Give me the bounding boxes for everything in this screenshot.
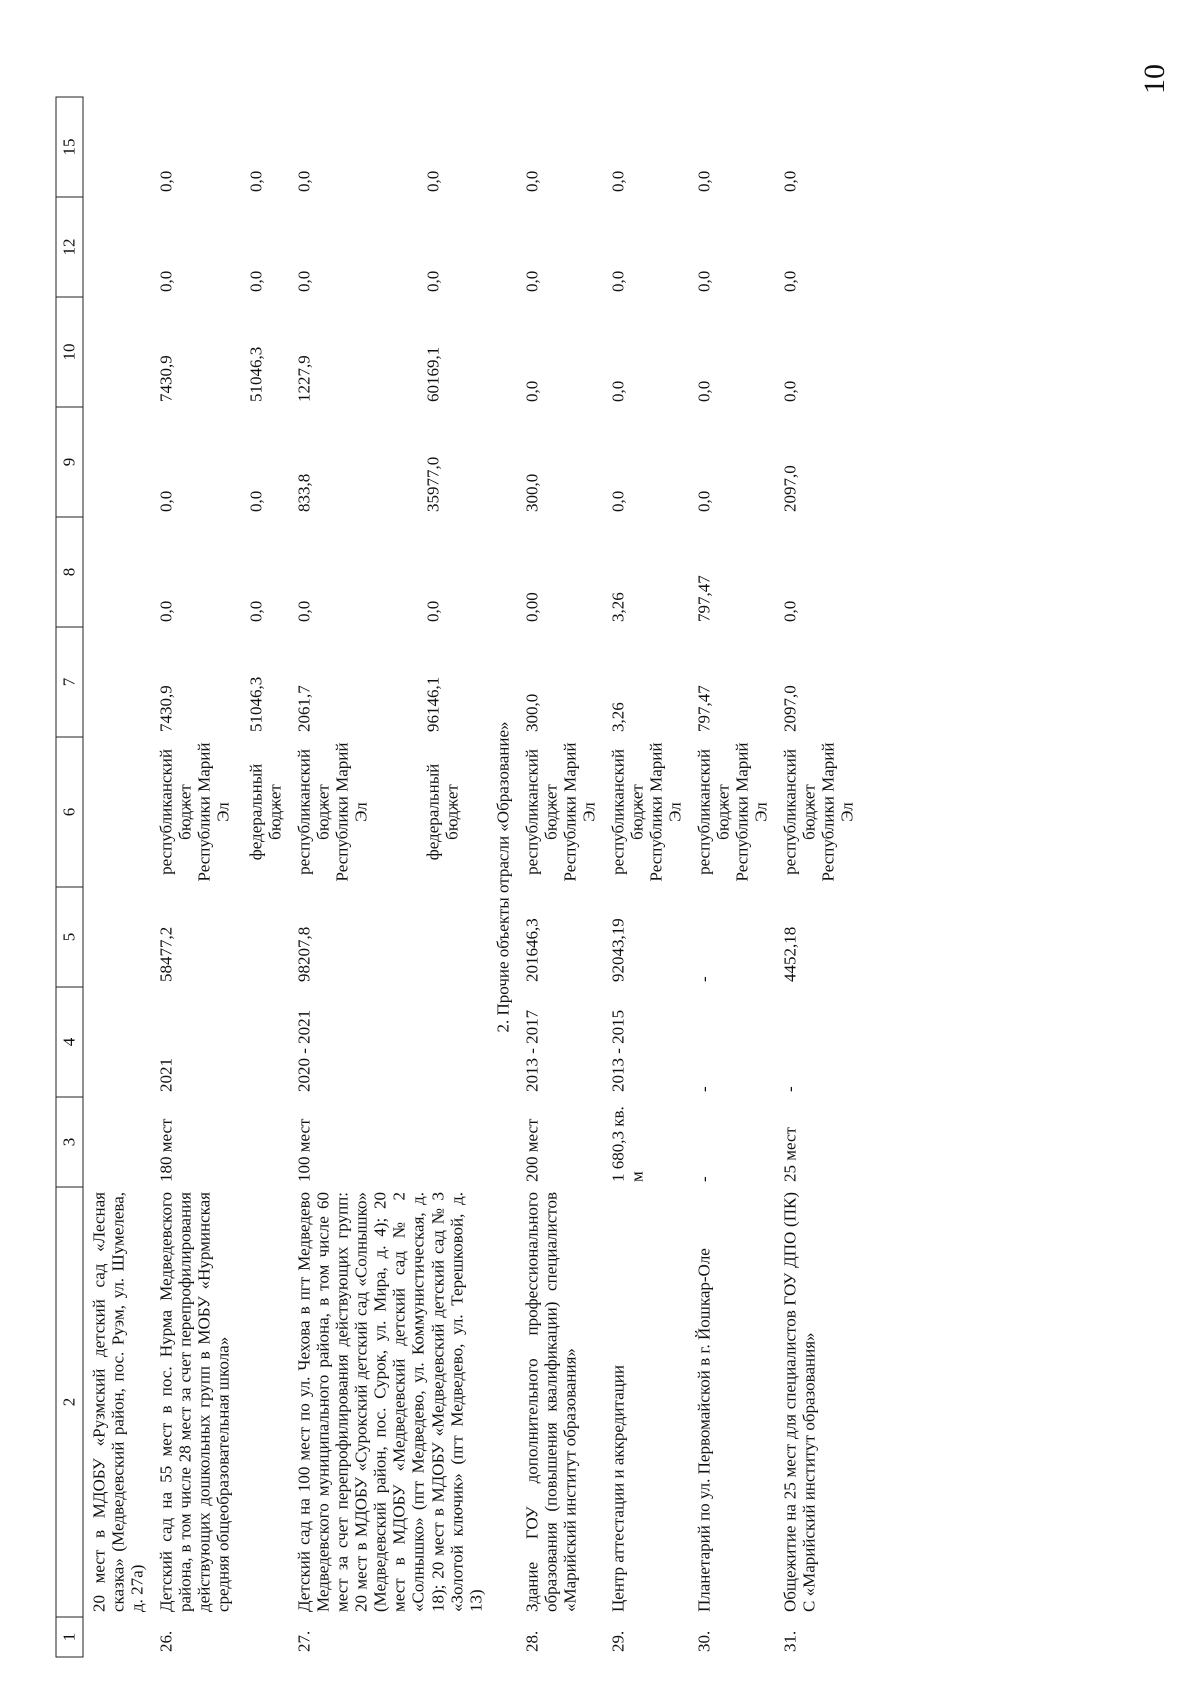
funding-source: республиканский бюджет Республики Марий Эл [780,742,857,882]
header-col-4: 4 [56,987,83,1097]
value-col-12: 0,0 [294,270,314,292]
object-name: Здание ГОУ дополнительного профессионального образования (повышения квалификации) специалистов «Марийский институт образования» [522,1192,580,1612]
value-col-8: 3,26 [608,592,628,622]
row-number [83,1617,151,1657]
header-col-3: 3 [56,1097,83,1187]
total-cost: 4452,18 [780,926,800,982]
years: 2021 [156,1058,176,1092]
funding-source: республиканский бюджет Республики Марий Эл [522,742,599,882]
value-col-7: 2061,7 [294,685,314,732]
header-col-9: 9 [56,407,83,517]
value-col-7: 7430,9 [156,685,176,732]
value-col-15: 0,0 [522,170,542,192]
value-col-15: 0,0 [246,170,266,192]
value-col-12: 0,0 [156,270,176,292]
row-number: 26. [156,1630,176,1652]
section-row [489,97,516,1657]
funding-source: федеральный бюджет [246,763,285,861]
header-col-2: 2 [56,1187,83,1617]
section-title: 2. Прочие объекты отрасли «Образование» [493,721,513,1033]
value-col-8: 0,0 [246,600,266,622]
page-number: 10 [1138,64,1171,94]
value-col-10: 60169,1 [423,346,443,402]
value-col-9: 0,0 [694,490,714,512]
row-number: 27. [294,1630,314,1652]
object-name: 20 мест в МДОБУ «Рузмский детский сад «Лесная сказка» (Медведевский район, пос. Руэм, ул. Шумелева, д. 27а) [89,1192,147,1612]
value-col-15: 0,0 [780,170,800,192]
object-name: Общежитие на 25 мест для специалистов ГОУ ДПО (ПК) С «Марийский институт образования» [780,1192,819,1612]
value-col-9: 2097,0 [780,465,800,512]
value-col-7: 3,26 [608,702,628,732]
value-col-10: 51046,3 [246,346,266,402]
value-col-9: 0,0 [156,490,176,512]
object-name: Детский сад на 100 мест по ул. Чехова в пгт Медведево Медведевского муниципального района, в том числе 60 мест за счет перепрофилирования действующих групп: 20 мест в МДОБУ «Сурокский детский сад «Солнышко» (Медведевский район, пос. Сурок, ул. Мира, д. 4); 20 мест в МДОБУ «Медведевский детский сад № 2 «Солнышко» (пгт Медведево, ул. Коммунистическая, д. 18); 20 мест в МДОБУ «Медведевский детский сад № 3 «Золотой ключик» (пгт Медведево, ул. Терешковой, д. 13) [294,1192,486,1612]
value-col-10: 7430,9 [156,355,176,402]
total-cost: 92043,19 [608,918,628,982]
capacity: 200 мест [522,1118,542,1182]
years: 2020 - 2021 [294,1009,314,1092]
capacity: 100 мест [294,1118,314,1182]
value-col-7: 51046,3 [246,676,266,732]
table-row [289,97,414,1657]
value-col-12: 0,0 [694,270,714,292]
header-col-8: 8 [56,517,83,627]
table-row [151,97,237,1657]
value-col-8: 0,0 [156,600,176,622]
row-number: 30. [694,1630,714,1652]
years: - [694,1086,714,1092]
table-row [516,97,602,1657]
value-col-7: 797,47 [694,685,714,732]
value-col-10: 0,0 [522,380,542,402]
value-col-15: 0,0 [294,170,314,192]
funding-source: республиканский бюджет Республики Марий Эл [294,742,371,882]
row-number: 28. [522,1630,542,1652]
value-col-12: 0,0 [608,270,628,292]
total-cost: 58477,2 [156,926,176,982]
value-col-15: 0,0 [694,170,714,192]
budget-table [56,97,861,1658]
value-col-9: 0,0 [246,490,266,512]
total-cost: 201646,3 [522,918,542,982]
value-col-8: 0,00 [522,592,542,622]
funding-source: республиканский бюджет Республики Марий Эл [608,742,685,882]
table-row [602,97,688,1657]
value-col-8: 0,0 [294,600,314,622]
capacity: - [694,1176,714,1182]
row-number: 29. [608,1630,628,1652]
capacity: 180 мест [156,1118,176,1182]
value-col-10: 0,0 [780,380,800,402]
header-col-15: 15 [56,97,83,197]
value-col-7: 2097,0 [780,685,800,732]
value-col-10: 0,0 [694,380,714,402]
value-col-15: 0,0 [156,170,176,192]
value-col-7: 96146,1 [423,676,443,732]
value-col-12: 0,0 [423,270,443,292]
rotated-table-container [56,98,1101,1658]
value-col-9: 300,0 [522,473,542,512]
table-row [688,97,774,1657]
value-col-15: 0,0 [423,170,443,192]
value-col-9: 833,8 [294,473,314,512]
value-col-8: 0,0 [423,600,443,622]
header-col-5: 5 [56,887,83,987]
header-col-10: 10 [56,297,83,407]
value-col-9: 0,0 [608,490,628,512]
total-cost: - [694,976,714,982]
years: 2013 - 2017 [522,1009,542,1092]
value-col-8: 0,0 [780,600,800,622]
header-col-1: 1 [56,1617,83,1657]
header-col-12: 12 [56,197,83,297]
object-name: Детский сад на 55 мест в пос. Нурма Медведевского района, в том числе 28 мест за счет перепрофилирования действующих дошкольных групп в МОБУ «Нурминская средняя общеобразовательная школа» [156,1192,233,1612]
value-col-12: 0,0 [522,270,542,292]
header-col-6: 6 [56,737,83,887]
table-row [83,97,151,1657]
value-col-9: 35977,0 [423,456,443,512]
total-cost: 98207,8 [294,926,314,982]
value-col-10: 1227,9 [294,355,314,402]
object-name: Центр аттестации и аккредитации [608,1365,628,1612]
value-col-10: 0,0 [608,380,628,402]
object-name: Планетарий по ул. Первомайской в г. Йошкар-Оле [694,1248,714,1612]
years: - [780,1086,800,1092]
table-row [775,97,861,1657]
funding-source: федеральный бюджет [423,763,462,861]
value-col-12: 0,0 [246,270,266,292]
years: 2013 - 2015 [608,1009,628,1092]
row-number: 31. [780,1630,800,1652]
value-col-15: 0,0 [608,170,628,192]
capacity: 25 мест [780,1127,800,1182]
header-col-7: 7 [56,627,83,737]
value-col-8: 797,47 [694,575,714,622]
value-col-7: 300,0 [522,693,542,732]
value-col-12: 0,0 [780,270,800,292]
funding-source: республиканский бюджет Республики Марий Эл [694,742,771,882]
header-row [56,97,83,1657]
capacity: 1 680,3 кв. м [608,1106,647,1182]
funding-source: республиканский бюджет Республики Марий Эл [156,742,233,882]
